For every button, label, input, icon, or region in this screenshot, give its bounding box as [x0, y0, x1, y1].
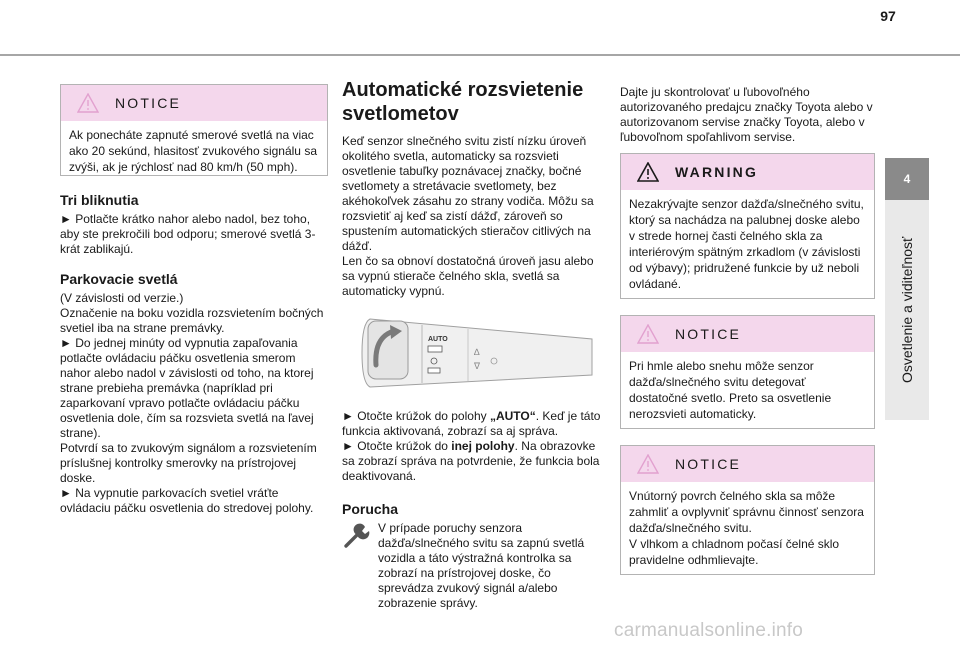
warning-header	[621, 154, 874, 190]
warning-text: Nezakrývajte senzor dažďa/slnečného svitu, ktorý sa nachádza na palubnej doske alebo v strede hornej časti čelného skla za interiérovým spätným zrkadlom (v závislosti od výbavy); pridružené funkcie by už neboli ovládané.	[629, 197, 864, 291]
header-rule	[0, 54, 960, 56]
notice-header	[61, 85, 327, 121]
watermark: carmanualsonline.info	[614, 620, 804, 641]
notice-text-2: V vlhkom a chladnom počasí čelné sklo pravidelne odhmlievajte.	[629, 537, 840, 567]
svg-text:∇: ∇	[474, 361, 481, 371]
auto-label: AUTO	[428, 336, 448, 343]
heading-tri-bliknutia: Tri bliknutia	[60, 192, 139, 208]
notice-text-1: Vnútorný povrch čelného skla sa môže zahmliť a ovplyvniť správnu činnosť senzora dažďa/slnečného svitu.	[629, 489, 864, 535]
section-title-auto-lights: Automatické rozsvietenie svetlometov	[342, 79, 584, 125]
wrench-icon	[342, 523, 372, 549]
auto-lights-p2: Len čo sa obnoví dostatočná úroveň jasu alebo sa vypnú stierače čelného skla, svetlá sa automaticky vypnú.	[342, 254, 594, 298]
porucha-block	[342, 521, 602, 611]
warning-title: WARNING	[675, 163, 759, 180]
light-stalk-illustration	[342, 313, 602, 393]
auto-step2: ► Otočte krúžok do inej polohy. Na obrazovke sa zobrazí správa na potvrdenie, že funkcia bola deaktivovaná.	[342, 439, 600, 483]
chapter-title: Osvetlenie a viditeľnosť	[899, 236, 915, 384]
page-number: 97	[880, 8, 896, 24]
parkovacie-p3: ► Do jednej minúty od vypnutia zapaľovania potlačte ovládaciu páčku osvetlenia smerom nahor alebo nadol v závislosti od toho, na ktorej strane prebieha premávka (napríklad pri zaparkovaní vpravo potlačte ovládaciu páčku osvetlenia dole, čím sa rozsvieta svetlá na ľavej strane).	[60, 336, 314, 440]
warning-triangle-icon	[637, 162, 659, 182]
heading-parkovacie-svetla: Parkovacie svetlá	[60, 271, 178, 287]
porucha-text: V prípade poruchy senzora dažďa/slnečného svitu sa zapnú svetlá vozidla a táto výstražná kontrolka sa zobrazí na prístrojovej doske, čo sprevádza zvukový signál a/alebo zobrazenie správy.	[378, 521, 585, 610]
parkovacie-p5: ► Na vypnutie parkovacích svetiel vráťte ovládaciu páčku osvetlenia do stredovej polohy.	[60, 486, 314, 515]
auto-lights-p1: Keď senzor slnečného svitu zistí nízku úroveň okolitého svetla, automaticky sa rozsvieti osvetlenie tabuľky poznávacej značky, bočné svetlomety a stretávacie svetlomety, bez akéhokoľvek zásahu zo strany vodiča. Môžu sa rozsvietiť aj keď sa zistí dážď, zároveň so spustením automatických stieračov citlivých na dážď.	[342, 134, 594, 253]
parkovacie-p2: Označenie na boku vozidla rozsvietením bočných svetiel iba na strane premávky.	[60, 306, 324, 335]
column-left	[60, 84, 328, 516]
warning-box	[620, 153, 875, 299]
warning-triangle-icon	[77, 93, 99, 113]
warning-triangle-icon	[637, 454, 659, 474]
heading-porucha: Porucha	[342, 501, 399, 517]
notice-box	[60, 84, 328, 176]
notice-box	[620, 445, 875, 575]
service-intro: Dajte ju skontrolovať u ľubovoľného autorizovaného predajcu značky Toyota alebo v autorizovanom servise značky Toyota, alebo v ľubovoľnom spoľahlivom servise.	[620, 85, 873, 144]
notice-header	[621, 446, 874, 482]
column-middle	[342, 78, 602, 611]
chapter-tab[interactable]: 4	[885, 158, 929, 200]
svg-text:∆: ∆	[474, 347, 480, 357]
tri-bliknutia-text: ► Potlačte krátko nahor alebo nadol, bez toho, aby ste prekročili bod odporu; smerové svetlá 3-krát zablikajú.	[60, 212, 316, 256]
parkovacie-p1: (V závislosti od verzie.)	[60, 291, 184, 305]
warning-triangle-icon	[637, 324, 659, 344]
notice-title: NOTICE	[115, 94, 182, 111]
notice-title: NOTICE	[675, 325, 742, 342]
notice-text: Pri hmle alebo snehu môže senzor dažďa/slnečného svitu detegovať dostatočné svetlo. Preto sa osvetlenie nerozsvieti automaticky.	[629, 359, 832, 421]
notice-title: NOTICE	[675, 455, 742, 472]
notice-text: Ak ponecháte zapnuté smerové svetlá na viac ako 20 sekúnd, hlasitosť zvukového signálu sa zvýši, ak je rýchlosť nad 80 km/h (50 mph).	[69, 128, 317, 174]
notice-box	[620, 315, 875, 429]
auto-step1: ► Otočte krúžok do polohy „AUTO“. Keď je táto funkcia aktivovaná, zobrazí sa aj správa.	[342, 409, 601, 438]
notice-header	[621, 316, 874, 352]
column-right	[620, 85, 875, 575]
parkovacie-p4: Potvrdí sa to zvukovým signálom a rozsvietením príslušnej kontrolky smerovky na prístrojovej doske.	[60, 441, 317, 485]
